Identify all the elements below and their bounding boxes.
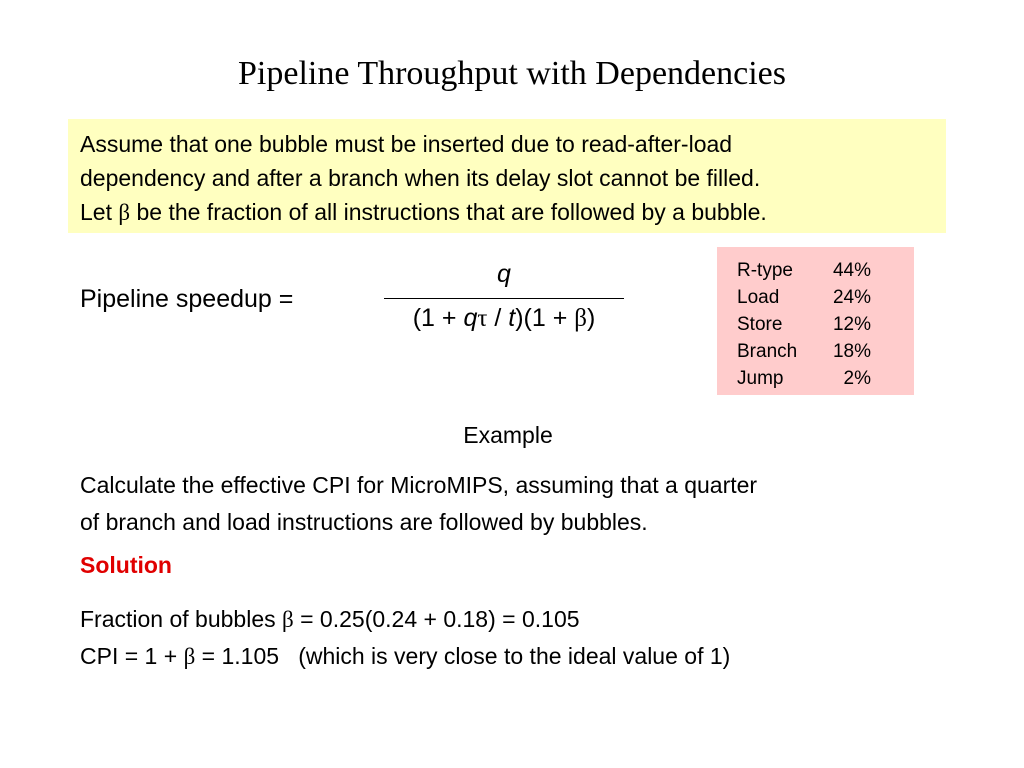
instruction-percent: 44%: [832, 260, 871, 281]
assumption-line-2: dependency and after a branch when its delay slot cannot be filled.: [80, 165, 761, 191]
beta-symbol: β: [118, 200, 131, 225]
denom-open: (1 +: [412, 304, 464, 332]
instruction-mix-table: [737, 257, 871, 392]
example-heading: Example: [463, 422, 553, 448]
instruction-percent: 18%: [832, 341, 871, 362]
instruction-type: Store: [737, 314, 783, 335]
beta-symbol: β: [183, 644, 196, 669]
denom-rest: )(1 +: [515, 304, 575, 332]
bubble-fraction-label: Fraction of bubbles: [80, 606, 283, 632]
instruction-percent: 24%: [832, 287, 871, 308]
example-line-1: Calculate the effective CPI for MicroMIPS, assuming that a quarter: [80, 472, 758, 498]
instruction-type: Branch: [737, 341, 798, 362]
solution-heading: Solution: [80, 552, 172, 578]
instruction-percent: 2%: [843, 368, 871, 389]
table-row: [737, 284, 871, 311]
solution-line-1: [80, 601, 730, 638]
table-row: [737, 257, 871, 284]
assumption-line-1: Assume that one bubble must be inserted due to read-after-load: [80, 131, 733, 157]
speedup-label: Pipeline speedup =: [80, 285, 294, 313]
denom-beta: β: [574, 305, 587, 332]
example-task: [80, 467, 960, 541]
solution-line-2: [80, 638, 730, 675]
cpi-value: = 1.105 (which is very close to the ideal value of 1): [195, 643, 731, 669]
instruction-mix-box: [717, 247, 914, 395]
instruction-percent: 12%: [832, 314, 871, 335]
table-row: [737, 365, 871, 392]
instruction-type: R-type: [737, 260, 793, 281]
speedup-fraction: [384, 257, 624, 337]
fraction-denominator: [384, 301, 624, 336]
assumption-line-3: [80, 195, 934, 230]
assumption-box: [68, 119, 946, 233]
bubble-fraction-value: = 0.25(0.24 + 0.18) = 0.105: [293, 606, 580, 632]
beta-symbol: β: [282, 607, 294, 632]
cpi-label: CPI = 1 +: [80, 643, 184, 669]
example-line-2: of branch and load instructions are followed by bubbles.: [80, 509, 648, 535]
solution-steps: [80, 601, 730, 675]
denom-tau: τ: [477, 305, 488, 332]
table-row: [737, 338, 871, 365]
denom-slash: /: [487, 304, 509, 332]
table-row: [737, 311, 871, 338]
fraction-numerator: q: [497, 260, 511, 288]
slide-title: Pipeline Throughput with Dependencies: [238, 55, 786, 92]
assumption-definition: be the fraction of all instructions that are followed by a bubble.: [130, 199, 767, 225]
instruction-type: Load: [737, 287, 780, 308]
fraction-bar: [384, 298, 624, 299]
denom-close: ): [586, 304, 596, 332]
instruction-type: Jump: [737, 368, 784, 389]
assumption-let: Let: [80, 199, 119, 225]
denom-q: q: [463, 304, 478, 332]
denom-t: t: [508, 304, 516, 332]
